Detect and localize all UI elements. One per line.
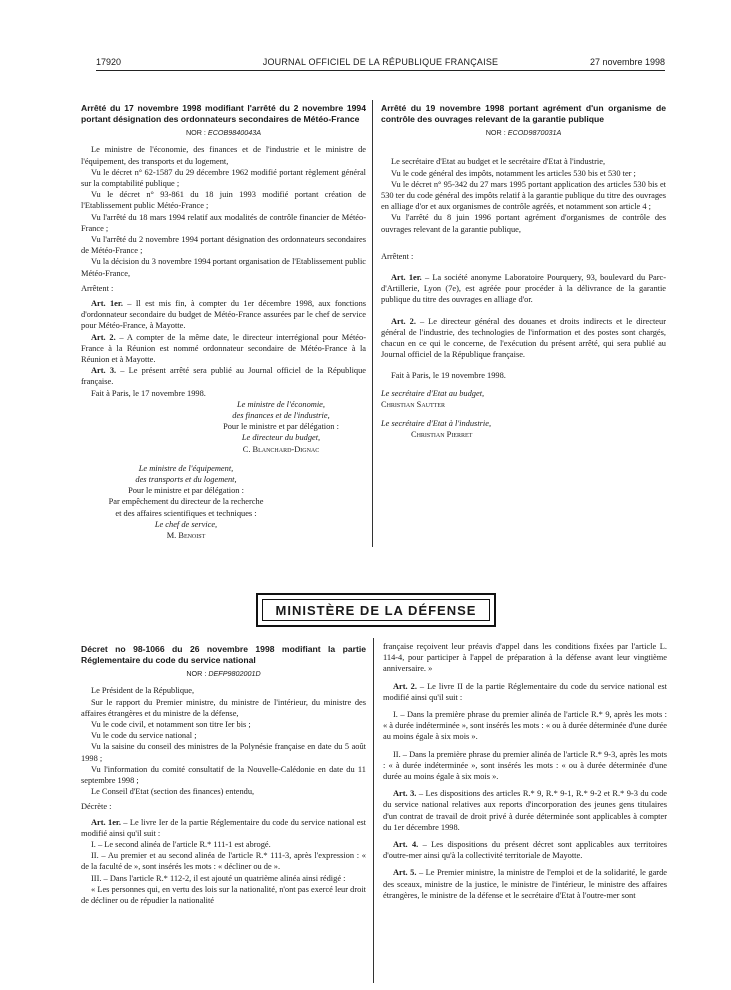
decret-service-national <box>81 644 366 906</box>
article-1: Art. 1er. – Il est mis fin, à compter du 1er décembre 1998, aux fonctions d'ordonnateur secondaire du budget de Météo-France assurées par le chef de service pour Météo-France, à Mayotte. <box>81 299 367 331</box>
nor-label: NOR : <box>186 669 207 679</box>
article-title: Arrêté du 19 novembre 1998 portant agrément d'un organisme de contrôle des ouvrages relevant de la garantie publique <box>381 103 666 124</box>
nor-reference <box>81 668 366 679</box>
arretent: Arrêtent : <box>381 251 414 261</box>
fait-a-paris: Fait à Paris, le 19 novembre 1998. <box>391 371 506 381</box>
paragraph: Vu l'information du comité consultatif de la Nouvelle-Calédonie en date du 11 septembre 1998 ; <box>81 764 366 786</box>
signatory-name: C. Blanchard-Dignac <box>242 444 320 454</box>
ministry-title: MINISTÈRE DE LA DÉFENSE <box>262 599 490 621</box>
ministry-banner <box>256 593 496 627</box>
paragraph: Sur le rapport du Premier ministre, du ministre de l'intérieur, du ministre des affaires étrangères et du ministre de la défense, <box>81 697 366 718</box>
nor-code: DEFP9802001D <box>208 669 261 679</box>
nor-reference <box>381 127 666 138</box>
paragraph: Vu le code du service national ; <box>91 731 197 741</box>
list-item: I. – Le second alinéa de l'article R.* 111-1 est abrogé. <box>91 840 271 850</box>
paragraph: Vu le décret n° 62-1587 du 29 décembre 1962 modifié portant règlement général sur la comptabilité publique ; <box>81 167 366 188</box>
arretent: Arrêtent : <box>81 283 114 293</box>
article-3: Art. 3. – Les dispositions des articles R.* 9, R.* 9-1, R.* 9-2 et R.* 9-3 du code du service national relatives aux reports d'incorporation des jeunes gens titulaires d'un contrat de travail de droit privé à durée déterminée sont applicables à compter du 1er décembre 1998. <box>383 789 667 832</box>
signature-budget: Le secrétaire d'Etat au budget, <box>381 388 485 398</box>
paragraph: Le Président de la République, <box>91 686 195 696</box>
signature-block-2: Le ministre de l'équipement, des transports et du logement, Pour le ministre et par délégation : Par empêchement du directeur de la recherche et des affaires scientifiques et techniques : Le chef de service, M. Benoist <box>81 463 291 541</box>
article-2: Art. 2. – Le directeur général des douanes et droits indirects et le directeur général de l'industrie, des technologies de l'information et des postes sont chargés, chacun en ce qui le concerne, de l'exécution du présent arrêté, qui sera publié au Journal officiel de la République française. <box>381 316 666 360</box>
paragraph: Le secrétaire d'Etat au budget et le secrétaire d'Etat à l'industrie, <box>391 157 606 167</box>
paragraph: Vu le décret n° 95-342 du 27 mars 1995 portant application des articles 530 bis et 530 ter du code général des impôts relatif à la garantie publique du titre des ouvrages en alliage d'or et aux organismes de contrôle agréés, et notamment son article 4 ; <box>381 179 666 212</box>
list-item: « Les personnes qui, en vertu des lois sur la nationalité, n'ont pas exercé leur droit de décliner ou de répudier la nationalité <box>81 884 366 906</box>
paragraph: Vu l'arrêté du 8 juin 1996 portant agrément d'organismes de contrôle des ouvrages relevant de la garantie publique, <box>381 213 666 234</box>
paragraph: Vu le code général des impôts, notamment les articles 530 bis et 530 ter ; <box>391 168 636 178</box>
article-4: Art. 4. – Les dispositions du présent décret sont applicables aux territoires d'outre-mer ainsi qu'à la collectivité territoriale de Mayotte. <box>383 840 667 861</box>
article-3: Art. 3. – Le présent arrêté sera publié au Journal officiel de la République française. <box>81 366 366 387</box>
signatory-name: Christian Sautter <box>381 399 445 409</box>
article-5: Art. 5. – Le Premier ministre, la ministre de l'emploi et de la solidarité, le garde des sceaux, ministre de la justice, le ministre de l'intérieur, le ministre des affaires étrangères, le ministre de la défense et le secrétaire d'Etat à l'outre-mer sont <box>383 868 667 900</box>
paragraph: Vu la saisine du conseil des ministres de la Polynésie française en date du 5 août 1998 ; <box>81 742 366 763</box>
paragraph: française reçoivent leur préavis d'appel dans les conditions fixées par l'article L. 114-4, pour participer à l'appel de préparation à la défense avant leur vingtième anniversaire. » <box>383 642 667 674</box>
list-item: II. – Au premier et au second alinéa de l'article R.* 111-3, après l'expression : « de la faculté de », sont insérés les mots : « décliner ou de ». <box>81 851 366 872</box>
paragraph: Vu l'arrêté du 18 mars 1994 relatif aux modalités de contrôle financier de Météo-France ; <box>81 212 366 233</box>
issue-date: 27 novembre 1998 <box>589 57 665 67</box>
list-item: III. – Dans l'article R.* 112-2, il est ajouté un quatrième alinéa ainsi rédigé : <box>91 873 346 883</box>
decret-service-national-continued <box>383 641 667 901</box>
article-1: Art. 1er. – Le livre Ier de la partie Réglementaire du code du service national est modifié ainsi qu'il suit : <box>81 817 367 838</box>
header-rule <box>96 70 665 71</box>
nor-code: ECOB9840043A <box>207 128 262 138</box>
signatory-name: M. Benoist <box>166 531 206 541</box>
signature-industrie: Le secrétaire d'Etat à l'industrie, <box>381 419 492 429</box>
decrete: Décrète : <box>81 802 112 812</box>
fait-a-paris: Fait à Paris, le 17 novembre 1998. <box>91 388 206 398</box>
paragraph: Le Conseil d'Etat (section des finances) entendu, <box>91 787 255 797</box>
arrete-meteo-france <box>81 103 366 541</box>
nor-code: ECOD9870031A <box>507 128 562 138</box>
signature-block-1: Le ministre de l'économie, des finances et de l'industrie, Pour le ministre et par délégation : Le directeur du budget, C. Blanchard-Dignac <box>201 399 361 455</box>
column-divider <box>372 100 373 547</box>
arrete-garantie-publique <box>381 103 666 440</box>
article-title: Décret no 98-1066 du 26 novembre 1998 modifiant la partie Réglementaire du code du service national <box>81 644 366 665</box>
nor-label: NOR : <box>185 128 206 138</box>
column-divider <box>373 638 374 983</box>
paragraph: Vu la décision du 3 novembre 1994 portant organisation de l'Etablissement public Météo-France, <box>81 257 366 278</box>
list-item: I. – Dans la première phrase du premier alinéa de l'article R.* 9, après les mots : « à durée indéterminée », sont insérés les mots : « ou à durée déterminée d'une durée au moins égale à six mois ». <box>383 710 667 742</box>
paragraph: Le ministre de l'économie, des finances et de l'industrie et le ministre de l'équipement, des transports et du logement, <box>81 145 366 166</box>
nor-label: NOR : <box>485 128 506 138</box>
paragraph: Vu le code civil, et notamment son titre Ier bis ; <box>91 720 251 729</box>
article-1: Art. 1er. – La société anonyme Laboratoire Pourquery, 93, boulevard du Parc-d'Artillerie, Lyon (7e), est agréée pour procéder à la délivrance de la garantie publique du titre des ouvrages en alliage d'or. <box>381 273 667 305</box>
nor-reference <box>81 127 366 138</box>
article-2: Art. 2. – A compter de la même date, le directeur interrégional pour Météo-France à la Réunion est nommé ordonnateur secondaire de Météo-France à la Réunion et à Mayotte. <box>81 332 366 365</box>
signatory-name: Christian Pierret <box>411 430 473 440</box>
journal-title: JOURNAL OFFICIEL DE LA RÉPUBLIQUE FRANÇAISE <box>262 57 499 67</box>
article-title: Arrêté du 17 novembre 1998 modifiant l'arrêté du 2 novembre 1994 portant désignation des ordonnateurs secondaires de Météo-France <box>81 103 366 124</box>
paragraph: Vu l'arrêté du 2 novembre 1994 portant désignation des ordonnateurs secondaires de Météo-France ; <box>81 235 366 256</box>
list-item: II. – Dans la première phrase du premier alinéa de l'article R.* 9-3, après les mots : « à durée indéterminée », sont insérés les mots : « ou à durée déterminée d'une durée au moins égale à six mois ». <box>383 749 667 782</box>
article-2: Art. 2. – Le livre II de la partie Réglementaire du code du service national est modifié ainsi qu'il suit : <box>383 681 667 702</box>
paragraph: Vu le décret n° 93-861 du 18 juin 1993 modifié portant création de l'Etablissement public Météo-France ; <box>81 190 366 211</box>
page-number: 17920 <box>96 57 122 67</box>
